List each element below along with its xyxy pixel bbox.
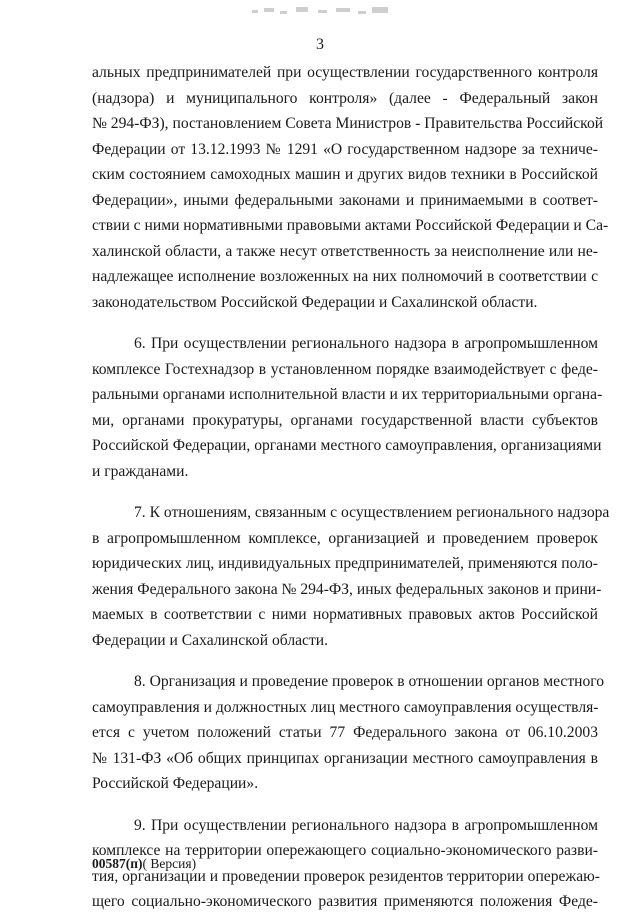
text-line: самоуправления и должностных лиц местного самоуправления осуществля- (92, 698, 599, 716)
document-code: 00587(п) (92, 856, 143, 871)
text-line: 6. При осуществлении регионального надзора в агропромышленном (134, 335, 598, 352)
paragraph-6 (92, 331, 603, 484)
text-line: 7. К отношениям, связанным с осуществлением регионального надзора (134, 504, 610, 521)
document-version: ( Версия) (142, 856, 197, 871)
text-line: Федерации и Сахалинской области. (92, 631, 328, 649)
text-line: жения Федерального закона № 294-ФЗ, иных федеральных законов и прини- (92, 580, 602, 598)
text-line: тия, организации и проведении проверок резидентов территории опережаю- (92, 867, 600, 885)
text-line: Российской Федерации, органами местного самоуправления, организациями (92, 437, 602, 454)
paragraph-5-continuation (92, 60, 609, 315)
text-line: и гражданами. (92, 462, 189, 480)
text-line: маемых в соответствии с ними нормативных правовых актов Российской (92, 606, 598, 623)
text-line: № 131-ФЗ «Об общих принципах организации местного самоуправления в (92, 749, 598, 767)
text-line: надлежащее исполнение возложенных на них полномочий в соответствии с (92, 268, 598, 285)
text-line: Российской Федерации». (92, 775, 259, 792)
document-body (92, 60, 610, 915)
text-line: ствии с ними нормативными правовыми актами Российской Федерации и Са- (92, 217, 609, 234)
text-line: ется с учетом положений статьи 77 Федерального закона от 06.10.2003 (92, 724, 598, 741)
text-line: 9. При осуществлении регионального надзора в агропромышленном (134, 816, 598, 834)
text-line: комплексе на территории опережающего социально-экономического разви- (92, 842, 598, 859)
paragraph-7 (92, 500, 610, 653)
text-line: в агропромышленном комплексе, организацией и проведением проверок (92, 529, 598, 547)
paragraph-8 (92, 669, 605, 797)
document-footer (92, 856, 196, 872)
text-line: халинской области, а также несут ответственность за неисполнение или не- (92, 242, 598, 260)
text-line: Федерации», иными федеральными законами и принимаемыми в соответ- (92, 191, 598, 209)
text-line: № 294-ФЗ), постановлением Совета Министров - Правительства Российской (92, 115, 604, 132)
text-line: 8. Организация и проведение проверок в отношении органов местного (134, 673, 605, 690)
text-line: юридических лиц, индивидуальных предпринимателей, применяются поло- (92, 555, 598, 572)
text-line: комплексе Гостехнадзор в установленном порядке взаимодействует с феде- (92, 360, 598, 378)
text-line: законодательством Российской Федерации и Сахалинской области. (92, 293, 538, 311)
text-line: альных предпринимателей при осуществлении государственного контроля (92, 64, 598, 81)
text-line: щего социально-экономического развития применяются положения Феде- (92, 893, 598, 910)
text-line: ми, органами прокуратуры, органами государственной власти субъектов (92, 411, 598, 429)
text-line: ским состоянием самоходных машин и других видов техники в Российской (92, 166, 598, 183)
scan-artifact-stamp (248, 4, 398, 20)
text-line: ральными органами исполнительной власти и их территориальными органа- (92, 386, 603, 403)
text-line: (надзора) и муниципального контроля» (далее - Федеральный закон (92, 89, 598, 107)
text-line: Федерации от 13.12.1993 № 1291 «О государственном надзоре за техниче- (92, 140, 598, 158)
page-number: 3 (316, 36, 324, 53)
